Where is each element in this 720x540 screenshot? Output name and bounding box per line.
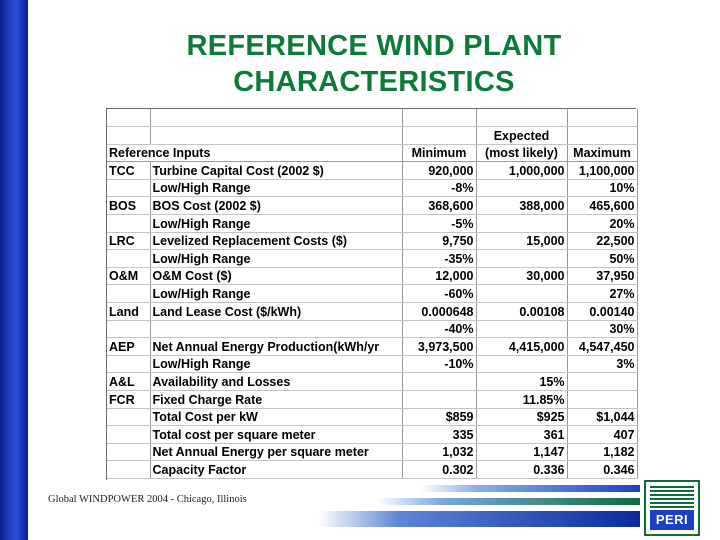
cell-expected: 15,000: [476, 232, 567, 250]
logo-wordmark: PERI: [650, 510, 694, 530]
cell-maximum: 22,500: [567, 232, 637, 250]
cell-maximum: 1,100,000: [567, 162, 637, 180]
cell-code: [107, 408, 150, 426]
cell-code: AEP: [107, 338, 150, 356]
cell-expected: $925: [476, 408, 567, 426]
cell-expected: 1,000,000: [476, 162, 567, 180]
cell-label: BOS Cost (2002 $): [150, 197, 402, 215]
cell-minimum: 0.302: [402, 461, 476, 479]
header-minimum: Minimum: [402, 144, 476, 162]
cell-maximum: [567, 391, 637, 409]
table-row: [107, 391, 637, 409]
cell-minimum: 368,600: [402, 197, 476, 215]
cell-maximum: 20%: [567, 215, 637, 233]
cell-label: Levelized Replacement Costs ($): [150, 232, 402, 250]
footer-text: Global WINDPOWER 2004 - Chicago, Illinois: [48, 494, 247, 505]
cell-maximum: $1,044: [567, 408, 637, 426]
cell-expected: [476, 285, 567, 303]
cell-maximum: 50%: [567, 250, 637, 268]
decorative-stripe-bottom: [318, 511, 640, 527]
cell-maximum: [567, 373, 637, 391]
empty-header-row: [107, 109, 637, 127]
table-row: [107, 197, 637, 215]
cell-code: [107, 461, 150, 479]
table-row: [107, 303, 637, 321]
cell-minimum: 335: [402, 426, 476, 444]
slide-title-line-1: REFERENCE WIND PLANT: [186, 30, 562, 62]
cell-label: Low/High Range: [150, 250, 402, 268]
cell-code: FCR: [107, 391, 150, 409]
table-row: [107, 267, 637, 285]
cell-minimum: 920,000: [402, 162, 476, 180]
header-row-2: [107, 144, 637, 162]
cell-code: LRC: [107, 232, 150, 250]
cell-code: [107, 320, 150, 338]
cell-label: Capacity Factor: [150, 461, 402, 479]
cell-expected: 388,000: [476, 197, 567, 215]
table-row: [107, 162, 637, 180]
peri-logo: [644, 480, 700, 536]
spreadsheet-table: [106, 108, 636, 480]
cell-expected: 361: [476, 426, 567, 444]
cell-code: [107, 215, 150, 233]
cell-expected: 15%: [476, 373, 567, 391]
cell-label: Turbine Capital Cost (2002 $): [150, 162, 402, 180]
cell-minimum: [402, 373, 476, 391]
table-row: [107, 461, 637, 479]
cell-expected: 30,000: [476, 267, 567, 285]
cell-maximum: 27%: [567, 285, 637, 303]
cell-code: [107, 426, 150, 444]
cell-maximum: 10%: [567, 179, 637, 197]
cell-maximum: 3%: [567, 355, 637, 373]
cell-minimum: -35%: [402, 250, 476, 268]
cell-minimum: 3,973,500: [402, 338, 476, 356]
cell-label: Total Cost per kW: [150, 408, 402, 426]
reference-inputs-grid: [107, 109, 638, 479]
cell-minimum: -40%: [402, 320, 476, 338]
table-row: [107, 250, 637, 268]
cell-maximum: 1,182: [567, 443, 637, 461]
cell-code: O&M: [107, 267, 150, 285]
cell-maximum: 0.346: [567, 461, 637, 479]
header-row-1: [107, 127, 637, 145]
cell-code: Land: [107, 303, 150, 321]
cell-expected: [476, 355, 567, 373]
slide-title-line-2: CHARACTERISTICS: [233, 66, 515, 98]
table-row: [107, 443, 637, 461]
cell-label: Total cost per square meter: [150, 426, 402, 444]
cell-maximum: 407: [567, 426, 637, 444]
cell-label: Fixed Charge Rate: [150, 391, 402, 409]
cell-minimum: 9,750: [402, 232, 476, 250]
cell-expected: 11.85%: [476, 391, 567, 409]
cell-label: Net Annual Energy per square meter: [150, 443, 402, 461]
cell-minimum: 0.000648: [402, 303, 476, 321]
cell-expected: [476, 250, 567, 268]
cell-label: Low/High Range: [150, 179, 402, 197]
cell-expected: [476, 320, 567, 338]
cell-maximum: 4,547,450: [567, 338, 637, 356]
cell-label: Low/High Range: [150, 355, 402, 373]
table-row: [107, 320, 637, 338]
header-most-likely: (most likely): [476, 144, 567, 162]
cell-maximum: 30%: [567, 320, 637, 338]
cell-code: BOS: [107, 197, 150, 215]
table-row: [107, 373, 637, 391]
table-row: [107, 426, 637, 444]
cell-minimum: $859: [402, 408, 476, 426]
table-row: [107, 232, 637, 250]
cell-code: [107, 355, 150, 373]
decorative-stripe-top: [420, 485, 640, 492]
table-row: [107, 408, 637, 426]
header-expected: Expected: [476, 127, 567, 145]
cell-maximum: 0.00140: [567, 303, 637, 321]
cell-label: Low/High Range: [150, 285, 402, 303]
cell-code: TCC: [107, 162, 150, 180]
cell-code: [107, 250, 150, 268]
cell-expected: 0.336: [476, 461, 567, 479]
cell-code: A&L: [107, 373, 150, 391]
cell-label: Availability and Losses: [150, 373, 402, 391]
table-row: [107, 338, 637, 356]
header-maximum: Maximum: [567, 144, 637, 162]
cell-label: Net Annual Energy Production(kWh/yr: [150, 338, 402, 356]
cell-maximum: 465,600: [567, 197, 637, 215]
logo-lines-icon: [650, 486, 694, 508]
cell-minimum: 1,032: [402, 443, 476, 461]
cell-minimum: -5%: [402, 215, 476, 233]
cell-code: [107, 285, 150, 303]
left-sidebar-bar: [0, 0, 28, 540]
table-row: [107, 355, 637, 373]
slide-title: [28, 28, 720, 100]
cell-label: O&M Cost ($): [150, 267, 402, 285]
cell-expected: 0.00108: [476, 303, 567, 321]
cell-minimum: -8%: [402, 179, 476, 197]
cell-code: [107, 443, 150, 461]
cell-maximum: 37,950: [567, 267, 637, 285]
cell-expected: 4,415,000: [476, 338, 567, 356]
cell-minimum: [402, 391, 476, 409]
cell-code: [107, 179, 150, 197]
cell-label: [150, 320, 402, 338]
cell-minimum: 12,000: [402, 267, 476, 285]
table-row: [107, 285, 637, 303]
cell-label: Land Lease Cost ($/kWh): [150, 303, 402, 321]
cell-expected: [476, 215, 567, 233]
cell-expected: 1,147: [476, 443, 567, 461]
decorative-stripe-middle: [376, 498, 640, 505]
table-row: [107, 215, 637, 233]
cell-minimum: -60%: [402, 285, 476, 303]
header-reference-inputs: Reference Inputs: [107, 144, 402, 162]
cell-expected: [476, 179, 567, 197]
cell-label: Low/High Range: [150, 215, 402, 233]
cell-minimum: -10%: [402, 355, 476, 373]
table-row: [107, 179, 637, 197]
